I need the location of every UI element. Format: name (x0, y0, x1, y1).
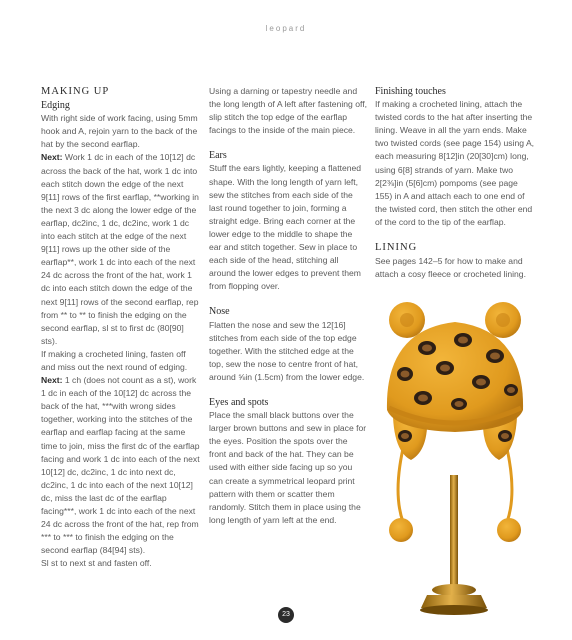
paragraph: Place the small black buttons over the larger brown buttons and sew in place for the eyes. Position the spots over the front and back of the hat. They can be used with either side facing up so you can create a symmetrical leopard print pattern with them or scatter them randomly. Stitch them in place using the long length of yarn left at the end. (209, 410, 367, 525)
paragraph: Flatten the nose and sew the 12[16] stitches from each side of the top edge together. With the stitched edge at the top, sew the nose to centre front of hat, around ⅝in (1.5cm) from the lower edge. (209, 319, 365, 382)
paragraph (41, 151, 201, 347)
hat-stand (420, 475, 488, 615)
leopard-hat-photo (365, 290, 545, 620)
running-head: leopard (265, 24, 307, 33)
pompom-left (389, 518, 413, 542)
paragraph: With right side of work facing, using 5mm hook and A, rejoin yarn to the back of the hat by the second earflap. (41, 113, 198, 150)
subhead-edging: Edging (41, 100, 70, 112)
subhead-ears: Ears (209, 150, 227, 162)
section-title-making-up: MAKING UP (41, 86, 110, 97)
subhead-finishing-touches: Finishing touches (375, 86, 446, 97)
paragraph: See pages 142–5 for how to make and attach a cosy fleece or crocheted lining. (375, 256, 526, 280)
subhead-eyes-and-spots: Eyes and spots (209, 396, 269, 408)
next-label: Next: (41, 152, 63, 163)
column-2 (209, 85, 367, 527)
page-number: 23 (278, 607, 294, 623)
column-3 (375, 85, 535, 281)
subhead-nose: Nose (209, 306, 230, 318)
paragraph (41, 374, 201, 557)
next-label: Next: (41, 375, 63, 386)
pompom-right (497, 518, 521, 542)
section-title-lining: LINING (375, 242, 418, 254)
paragraph: If making a crocheted lining, fasten off and miss out the next round of edging. (41, 348, 188, 372)
column-1 (41, 85, 201, 570)
paragraph: Stuff the ears lightly, keeping a flattened shape. With the long length of yarn left, sew the stitches from each side of the last round together to join, forming a straight edge. Bring each corner at the lower edge to the middle to shape the ear and stitch together. Sew in place to each side of the head, stitching all around the lower edges to prevent them from flopping over. (209, 163, 362, 292)
instruction-text: 1 ch (does not count as a st), work 1 dc in each of the 10[12] dc across the back of the hat, ***with wrong sides together, working into the stitches of the earflap and earflap facing at the same time to join, miss the first dc of the earflap facing and work 1 dc into each of the next 10[12] dc, dc2inc, 1 dc into next dc, dc2inc, 1 dc into each of the next 10[12] dc, miss the last dc of the earflap facing***, work 1 dc into each of the next 24 dc across the front of the hat, rep from *** to *** to finish the edging on the second earflap (84[94] sts). (41, 375, 200, 556)
paragraph: Using a darning or tapestry needle and the long length of A left after fastening off, slip stitch the top edge of the earflap facings to the inside of the main piece. (209, 86, 367, 136)
paragraph: Sl st to next st and fasten off. (41, 558, 152, 569)
instruction-text: Work 1 dc in each of the 10[12] dc across the back of the hat, work 1 dc into each stitch down the edge of the next 9[11] rows of the first earflap, **working in the next 3 dc along the lower edge of the earflap, dc2inc, 1 dc, dc2inc, work 1 dc into each stitch at the edge of the next 9[11] rows up the other side of the earflap**, work 1 dc into each of the next 24 dc across the front of the hat, work 1 dc into each stitch down the edge of the next 9[11] rows of the second earflap, rep from ** to ** to finish the edging on the second earflap, sl st to first dc (80[90] sts). (41, 152, 199, 346)
paragraph: If making a crocheted lining, attach the twisted cords to the hat after inserting the lining. Weave in all the yarn ends. Make two twisted cords (see page 154) using A, each measuring 8[12]in (20[30]cm) long, using 6[8] strands of yarn. Make two 2[2⅜]in (5[6]cm) pompoms (see page 155) in A and attach each to one end of the twisted cord, then stitch the other end of the cord to the tip of the earflap. (375, 99, 535, 227)
